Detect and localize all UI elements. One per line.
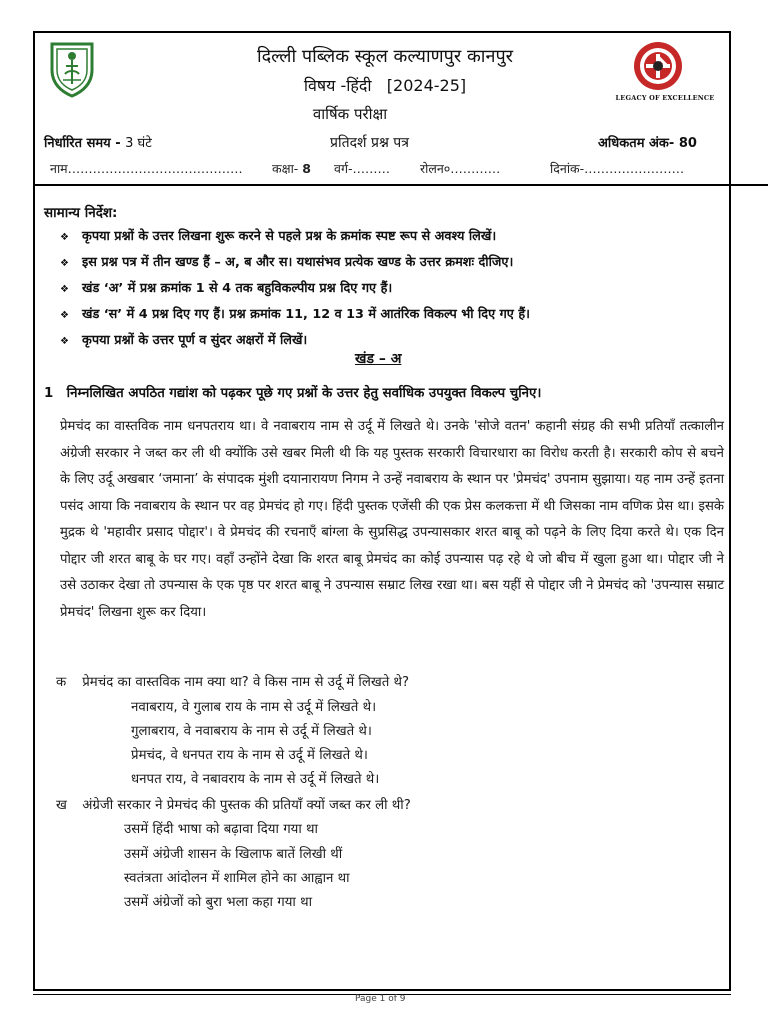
option-item: स्वतंत्रता आंदोलन में शामिल होने का आह्वान था: [124, 871, 350, 886]
time-allowed: [44, 133, 152, 151]
instruction-item: ❖ खंड ‘स’ में 4 प्रश्न दिए गए हैं। प्रश्न क्रमांक 11, 12 व 13 में आतंरिक विकल्प भी दिए गए हैं।: [60, 302, 720, 328]
class-label: कक्षा-: [272, 161, 299, 176]
instruction-item: ❖ खंड ‘अ’ में प्रश्न क्रमांक 1 से 4 तक बहुविकल्पीय प्रश्न दिए गए हैं।: [60, 276, 720, 302]
subquestion-kha: [56, 795, 411, 813]
option-item: नवाबराय, वे गुलाब राय के नाम से उर्दू में लिखते थे।: [131, 700, 377, 715]
option-item: गुलाबराय, वे नवाबराय के नाम से उर्दू में लिखते थे।: [131, 724, 372, 739]
subquestion-label: ख: [56, 798, 67, 813]
header-divider: [33, 184, 768, 186]
passage: प्रेमचंद का वास्तविक नाम धनपतराय था। वे नवाबराय नाम से उर्दू में लिखते थे। उनके 'सोजे वतन' कहानी संग्रह की सभी प्रतियाँ तत्कालीन अंग्रेजी सरकार ने जब्त कर ली थी क्योंकि उसे खबर मिली थी कि यह पुस्तक सरकारी विचारधारा का विरोध करती है। सरकारी कोप से बचने के लिए उर्दू अखबार ‘जमाना’ के संपादक मुंशी दयानारायण निगम ने उन्हें नवाबराय के स्थान पर 'प्रेमचंद' उपनाम सुझाया। यह नाम उन्हें इतना पसंद आया कि नवाबराय के स्थान पर वह प्रेमचंद हो गए। हिंदी पुस्तक एजेंसी की एक प्रेस कलकत्ता में थी जिसका नाम वणिक प्रेस था। इसके मुद्रक थे 'महावीर प्रसाद पोद्दार'। वे प्रेमचंद की रचनाएँ बांग्ला के सुप्रसिद्ध उपन्यासकार शरत बाबू को पढ़ने के लिए दिया करते थे। एक दिन पोद्दार जी शरत बाबू के घर गए। वहाँ उन्होंने देखा कि शरत बाबू प्रेमचंद का कोई उपन्यास पढ़ रहे थे जो बीच में खुला हुआ था। पोद्दार जी ने उसे उठाकर देखा तो उपन्यास के एक पृष्ठ पर शरत बाबू ने उपन्यास सम्राट लिख रखा था। बस यहीं से पोद्दार जी ने प्रेमचंद को 'उपन्यास सम्राट प्रेमचंद' लिखना शुरू कर दिया।: [60, 419, 724, 620]
question-text: निम्नलिखित अपठित गद्यांश को पढ़कर पूछे गए प्रश्नों के उत्तर हेतु सर्वाधिक उपयुक्त विकल्प चुनिए।: [66, 386, 542, 401]
subquestion-ka: [56, 672, 409, 690]
diamond-bullet-icon: ❖: [60, 310, 69, 321]
question-1: [44, 383, 541, 401]
max-marks: [598, 133, 697, 151]
paper-type: प्रतिदर्श प्रश्न पत्र: [330, 135, 409, 151]
option-item: उसमें हिंदी भाषा को बढ़ावा दिया गया था: [124, 822, 319, 837]
logo-tagline: LEGACY OF EXCELLENCE: [615, 94, 715, 102]
instruction-item: ❖ कृपया प्रश्नों के उत्तर पूर्ण व सुंदर अक्षरों में लिखें।: [60, 328, 720, 354]
instructions-title: सामान्य निर्देश:: [44, 205, 118, 221]
diamond-bullet-icon: ❖: [60, 258, 69, 269]
name-field: नाम……………………………………: [50, 161, 243, 176]
school-crest-logo: [48, 40, 96, 98]
subject-line: विषय -हिंदी [2024-25]: [303, 76, 467, 95]
subquestion-label: क: [56, 675, 67, 690]
question-number: 1: [44, 386, 54, 401]
roll-field: रोलन०…………: [420, 161, 501, 176]
time-label: निर्धारित समय -: [44, 136, 121, 151]
page-number: Page 1 of 9: [355, 994, 406, 1004]
max-marks-value: 80: [678, 136, 697, 151]
time-value: 3 घंटे: [125, 136, 152, 151]
option-item: प्रेमचंद, वे धनपत राय के नाम से उर्दू में लिखते थे।: [131, 748, 368, 763]
option-item: धनपत राय, वे नबावराय के नाम से उर्दू में लिखते थे।: [131, 772, 380, 787]
option-item: उसमें अंग्रेजों को बुरा भला कहा गया था: [124, 895, 313, 910]
school-name: दिल्ली पब्लिक स्कूल कल्याणपुर कानपुर: [256, 46, 514, 67]
max-marks-label: अधिकतम अंक-: [598, 136, 675, 151]
subquestion-text: अंग्रेजी सरकार ने प्रेमचंद की पुस्तक की प्रतियाँ क्यों जब्त कर ली थी?: [82, 798, 411, 813]
date-field: दिनांक-……………………: [550, 161, 685, 176]
diamond-bullet-icon: ❖: [60, 284, 69, 295]
subquestion-text: प्रेमचंद का वास्तविक नाम क्या था? वे किस नाम से उर्दू में लिखते थे?: [82, 675, 410, 690]
gear-emblem-logo: [628, 40, 688, 96]
section-heading: खंड – अ: [355, 351, 402, 367]
exam-name: वार्षिक परीक्षा: [312, 105, 388, 123]
instructions-list: [60, 224, 720, 354]
class-value: 8: [302, 161, 311, 176]
option-item: उसमें अंग्रेजी शासन के खिलाफ बातें लिखी थीं: [124, 847, 343, 862]
diamond-bullet-icon: ❖: [60, 232, 69, 243]
class-field: [272, 160, 311, 177]
diamond-bullet-icon: ❖: [60, 336, 69, 347]
instruction-item: ❖ कृपया प्रश्नों के उत्तर लिखना शुरू करने से पहले प्रश्न के क्रमांक स्पष्ट रूप से अवश्य लिखें।: [60, 224, 720, 250]
instruction-item: ❖ इस प्रश्न पत्र में तीन खण्ड हैं – अ, ब और स। यथासंभव प्रत्येक खण्ड के उत्तर क्रमशः दीजिए।: [60, 250, 720, 276]
section-field: वर्ग-………: [334, 161, 390, 176]
